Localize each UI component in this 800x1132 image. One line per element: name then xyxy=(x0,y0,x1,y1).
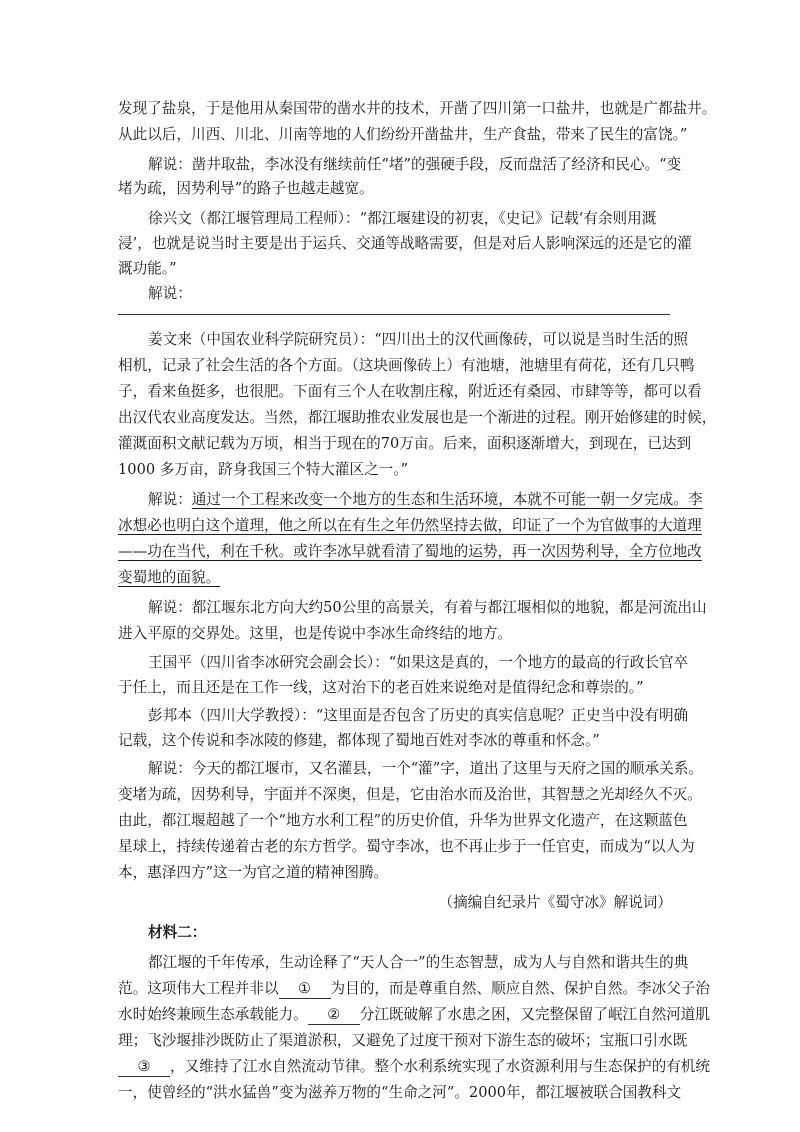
text-line: 由此，都江堰超越了一个“地方水利工程”的历史价值，升华为世界文化遗产，在这颗蓝色 xyxy=(118,812,688,829)
text-line: 灌溉面积文献记载为万顷，相当于现在的70万亩。后来，面积逐渐增大，到现在，已达到 xyxy=(118,435,692,452)
section-heading: 材料二： xyxy=(148,924,207,941)
underlined-text: 变蜀地的面貌。 xyxy=(118,569,221,586)
text-line: 王国平（四川省李冰研究会副会长）：“如果这是真的，一个地方的最高的行政长官卒 xyxy=(148,654,689,671)
text-line: 都江堰的千年传承，生动诠释了“天人合一”的生态智慧，成为人与自然和谐共生的典 xyxy=(148,954,689,971)
text-line: 发现了盐泉，于是他用从秦国带的凿水井的技术，开凿了四川第一口盐井，也就是广都盐井。 xyxy=(118,100,717,117)
text-line: 记载，这个传说和李冰陵的修建，都体现了蜀地百姓对李冰的尊重和怀念。” xyxy=(118,732,600,749)
text-line: 相机，记录了社会生活的各个方面。（这块画像砖上）有池塘，池塘里有荷花，还有几只鸭 xyxy=(118,357,695,374)
source-citation: （摘编自纪录片《蜀守冰》解说词） xyxy=(438,894,672,911)
text-segment: 分江既破解了水患之困，又完整保留了岷江自然河道肌 xyxy=(359,1006,710,1023)
text-line-with-blank xyxy=(118,978,710,1000)
text-line: 子，看来鱼挺多，也很肥。下面有三个人在收割庄稼，附近还有桑园、市肆等等，都可以看 xyxy=(118,383,702,400)
text-line: 溉功能。” xyxy=(118,260,177,277)
blank-3: ③ xyxy=(118,1058,170,1077)
underlined-text: 通过一个工程来改变一个地方的生态和生活环境，本就不可能一朝一夕完成。李 xyxy=(191,491,703,508)
text-segment: 为目的，而是尊重自然、顺应自然、保护自然。李冰父子治 xyxy=(330,980,710,997)
text-line: 出汉代农业高度发达。当然，都江堰助推农业发展也是一个渐进的过程。刚开始修建的时候， xyxy=(118,409,717,426)
text-line: 解说：都江堰东北方向大约50公里的高景关，有着与都江堰相似的地貌，都是河流出山 xyxy=(148,599,707,616)
blank-1: ① xyxy=(279,980,331,999)
text-line-with-blank xyxy=(118,1004,710,1026)
underlined-text: ——功在当代，利在千秋。或许李冰早就看清了蜀地的运势，再一次因势利导，全方位地改 xyxy=(118,543,702,560)
text-segment: 水时始终兼顾生态承载能力。 xyxy=(118,1006,308,1023)
text-line: 一，使曾经的“洪水猛兽”变为滋养万物的“生命之河”。2000年，都江堰被联合国教科文 xyxy=(118,1084,682,1101)
explain-label: 解说： xyxy=(148,491,192,508)
text-line: 解说：凿井取盐，李冰没有继续前任“堵”的强硬手段，反而盘活了经济和民心。“变 xyxy=(148,156,682,173)
text-line: 本，惠泽四方”这一为官之道的精神图腾。 xyxy=(118,864,389,881)
text-line: 理；飞沙堰排沙既防止了渠道淤积，又避免了过度干预对下游生态的破坏；宝瓶口引水既 xyxy=(118,1032,688,1049)
text-line: 解说：今天的都江堰市，又名灌县，一个“灌”字，道出了这里与天府之国的顺承关系。 xyxy=(148,760,703,777)
text-line: 从此以后，川西、川北、川南等地的人们纷纷开凿盐井，生产食盐，带来了民生的富饶。” xyxy=(118,126,688,143)
text-line: 浸’，也就是说当时主要是出于运兵、交通等战略需要，但是对后人影响深远的还是它的灌 xyxy=(118,235,692,252)
blank-2: ② xyxy=(308,1006,360,1025)
answer-line xyxy=(118,314,670,315)
text-line: 变堵为疏，因势利导，宇面并不深奥，但是，它由治水而及治世，其智慧之光却经久不灭。 xyxy=(118,786,702,803)
text-segment: ，又维持了江水自然流动节律。整个水利系统实现了水资源利用与生态保护的有机统 xyxy=(170,1058,710,1075)
underlined-text: 冰想必也明白这个道理，他之所以在有生之年仍然坚持去做，印证了一个为官做事的大道理 xyxy=(118,517,702,534)
text-segment: 范。这项伟大工程并非以 xyxy=(118,980,279,997)
text-line: 徐兴文（都江堰管理局工程师）：“都江堰建设的初衷，《史记》记载‘有余则用溉 xyxy=(148,210,657,227)
answer-label: 解说： xyxy=(148,285,192,302)
text-line: 1000 多万亩，跻身我国三个特大灌区之一。” xyxy=(118,461,409,478)
text-line: 彭邦本（四川大学教授）：“这里面是否包含了历史的真实信息呢？正史当中没有明确 xyxy=(148,707,689,724)
text-line: 于任上，而且还是在工作一线，这对治下的老百姓来说绝对是值得纪念和尊崇的。” xyxy=(118,679,644,696)
text-line: 姜文来（中国农业科学院研究员）：“四川出土的汉代画像砖，可以说是当时生活的照 xyxy=(148,331,689,348)
text-line: 星球上，持续传递着古老的东方哲学。蜀守李冰，也不再止步于一任官吏，而成为“以人为 xyxy=(118,838,695,855)
text-line: 进入平原的交界处。这里，也是传说中李冰生命终结的地方。 xyxy=(118,625,513,642)
text-line: 堵为疏，因势利导”的路子也越走越宽。 xyxy=(118,180,374,197)
text-line-with-blank xyxy=(118,1056,710,1078)
underlined-paragraph-line xyxy=(148,489,703,511)
